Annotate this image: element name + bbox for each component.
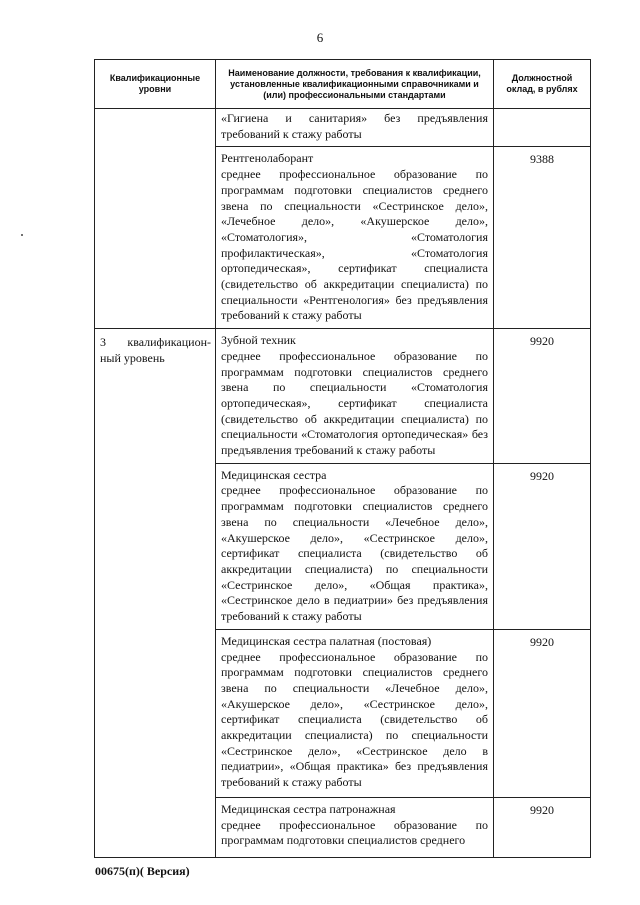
qualification-table [94,59,591,858]
position-cell [216,329,494,464]
position-title: Медицинская сестра палатная (постовая) [221,633,432,648]
qualification-level-label: 3 квалификацион- [100,335,211,350]
header-qualification-levels: Квалификационные уровни [95,60,216,109]
position-requirements: среднее профессиональное образование по программам подготовки специалистов среднего звена по специальности «Лечебное дело», «Акушерское дело», «Сестринское дело», сертификат специалиста (свидетельство об аккредитации специалиста) по специальности «Сестринское дело», «Сестринское дело в педиатрии», «Общая практика» без предъявления требований к стажу работы [221,649,488,790]
qualification-level-cell [95,329,216,858]
document-footer-code: 00675(п)( Версия) [95,864,190,878]
header-position-requirements: Наименование должности, требования к квалификации, установленные квалификационными справочниками и (или) профессиональными стандартами [216,60,494,109]
position-requirements: среднее профессиональное образование по программам подготовки специалистов среднего звена по специальности «Лечебное дело», «Акушерское дело», «Сестринское дело», сертификат специалиста (свидетельство об аккредитации специалиста) по специальности «Сестринское дело», «Общая практика», «Сестринское дело в педиатрии» без предъявления требований к стажу работы [221,483,488,624]
table-header-row [95,60,591,109]
position-cell [216,629,494,797]
position-cell [216,109,494,147]
header-salary: Должностной оклад, в рублях [494,60,591,109]
position-cell [216,797,494,857]
table-row [95,329,591,464]
salary-cell: 9388 [494,147,591,329]
position-requirements: среднее профессиональное образование по программам подготовки специалистов среднего звена по специальности «Сестринское дело», «Лечебное дело», «Акушерское дело», «Стоматология», «Стоматология профилактическая», «Стоматология ортопедическая», сертификат специалиста (свидетельство об аккредитации специалиста) по специальности «Рентгенология» без предъявления требований к стажу работы [221,167,488,323]
salary-cell [494,109,591,147]
position-cell [216,147,494,329]
position-requirements: среднее профессиональное образование по программам подготовки специалистов среднего звена по специальности «Стоматология ортопедическая», сертификат специалиста (свидетельство об аккредитации специалиста) по специальности «Стоматология ортопедическая» без предъявления требований к стажу работы [221,348,488,458]
position-title: Медицинская сестра [221,467,327,482]
salary-cell: 9920 [494,629,591,797]
level-cell-continued [95,109,216,329]
table-row [95,109,591,147]
position-title: Медицинская сестра патронажная [221,801,396,816]
position-requirements: среднее профессиональное образование по программам подготовки специалистов среднего [221,817,488,848]
position-requirements: «Гигиена и санитария» без предъявления требований к стажу работы [221,111,488,141]
salary-cell: 9920 [494,329,591,464]
salary-cell: 9920 [494,463,591,629]
position-title: Зубной техник [221,333,296,348]
position-title: Рентгенолаборант [221,151,314,166]
salary-cell: 9920 [494,797,591,857]
page-number: 6 [316,30,324,45]
scan-artifact-dot [21,234,23,236]
position-cell [216,463,494,629]
qualification-level-label-cont: ный уровень [100,350,165,365]
